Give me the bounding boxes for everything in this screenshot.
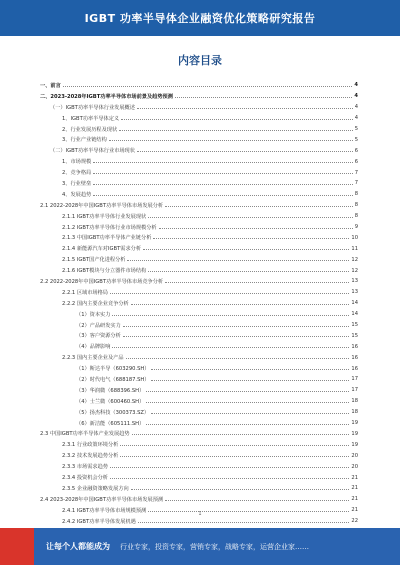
toc-leader-dots xyxy=(148,217,352,218)
toc-entry-label: 2.3 中国IGBT功率半导体产业发展趋势 xyxy=(40,431,130,438)
footer-motto: 让每个人都能成为 xyxy=(46,542,110,551)
toc-entry[interactable] xyxy=(40,178,358,189)
toc-entry-label: 2、竞争格局 xyxy=(62,170,92,177)
toc-entry-page: 20 xyxy=(351,452,358,459)
toc-entry-page: 21 xyxy=(351,496,358,503)
toc-leader-dots xyxy=(132,434,350,435)
toc-leader-dots xyxy=(146,402,349,403)
toc-leader-dots xyxy=(143,249,349,250)
toc-leader-dots xyxy=(110,293,349,294)
toc-entry-page: 7 xyxy=(354,180,358,187)
toc-leader-dots xyxy=(123,336,350,337)
toc-entry-page: 17 xyxy=(351,387,358,394)
toc-entry-label: 2.2 2022-2028年中国IGBT功率半导体市场竞争分析 xyxy=(40,278,164,285)
toc-entry-page: 16 xyxy=(351,365,358,372)
toc-entry-page: 9 xyxy=(354,224,358,231)
toc-entry-page: 18 xyxy=(351,398,358,405)
toc-entry-page: 21 xyxy=(351,507,358,514)
toc-entry-label: 2.3.2 技术发展趋势分析 xyxy=(62,453,119,460)
toc-entry-page: 8 xyxy=(354,202,358,209)
report-title: IGBT 功率半导体企业融资优化策略研究报告 xyxy=(84,12,316,25)
toc-entry[interactable] xyxy=(40,429,358,440)
toc-entry-label: （6）新洁能（605111.SH） xyxy=(76,420,145,427)
page-number: 1 xyxy=(198,511,202,517)
toc-entry[interactable] xyxy=(40,211,358,222)
toc-entry[interactable] xyxy=(40,167,358,178)
toc-entry[interactable] xyxy=(40,439,358,450)
toc-leader-dots xyxy=(131,489,350,490)
toc-entry-label: 2.3.5 企业融资策略发展方向 xyxy=(62,485,129,492)
toc-entry-label: （5）扬杰科技（300373.SZ） xyxy=(76,409,150,416)
toc-entry[interactable] xyxy=(40,287,358,298)
toc-leader-dots xyxy=(165,206,353,207)
toc-entry-page: 21 xyxy=(351,474,358,481)
toc-entry-label: （3）华润微（688396.SH） xyxy=(76,387,145,394)
toc-entry-label: 2、行业发展历程及现状 xyxy=(62,126,118,133)
toc-entry-page: 22 xyxy=(351,518,358,525)
toc-entry[interactable] xyxy=(40,80,358,91)
toc-leader-dots xyxy=(121,119,353,120)
toc-entry[interactable] xyxy=(40,385,358,396)
toc-entry-page: 19 xyxy=(351,420,358,427)
toc-entry-label: 2.3.1 行业政策环境分析 xyxy=(62,442,119,449)
toc-entry-page: 12 xyxy=(351,267,358,274)
toc-entry[interactable] xyxy=(40,341,358,352)
toc-entry-label: （2）时代电气（688187.SH） xyxy=(76,376,150,383)
toc-entry-page: 17 xyxy=(351,376,358,383)
toc-leader-dots xyxy=(110,467,349,468)
toc-leader-dots xyxy=(112,315,349,316)
toc-leader-dots xyxy=(119,130,353,131)
toc-entry-page: 4 xyxy=(354,104,358,111)
toc-heading: 内容目录 xyxy=(178,54,222,67)
report-header-bar xyxy=(0,0,400,36)
toc-entry[interactable] xyxy=(40,320,358,331)
toc-entry-page: 13 xyxy=(351,289,358,296)
toc-leader-dots xyxy=(126,358,350,359)
toc-entry-page: 21 xyxy=(351,485,358,492)
toc-entry-label: 2.3.3 市场需求趋势 xyxy=(62,464,108,471)
toc-entry-label: 2.2.3 国内主要企业及产品 xyxy=(62,355,124,362)
toc-leader-dots xyxy=(153,238,349,239)
toc-entry[interactable] xyxy=(40,461,358,472)
toc-entry-page: 15 xyxy=(351,332,358,339)
toc-leader-dots xyxy=(109,140,353,141)
toc-entry-page: 5 xyxy=(354,136,358,143)
footer-bar xyxy=(0,528,400,565)
toc-entry-label: （4）品牌影响 xyxy=(76,344,111,351)
toc-entry[interactable] xyxy=(40,189,358,200)
toc-entry-label: 1、市场规模 xyxy=(62,159,92,166)
toc-entry[interactable] xyxy=(40,352,358,363)
toc-leader-dots xyxy=(93,162,352,163)
toc-entry-page: 8 xyxy=(354,213,358,220)
toc-entry-label: 2.1.3 中国IGBT功率半导体产业链分析 xyxy=(62,235,152,242)
toc-entry[interactable] xyxy=(40,330,358,341)
toc-leader-dots xyxy=(159,228,353,229)
toc-entry-label: 2.2.2 国内主要企业竞争分析 xyxy=(62,300,129,307)
toc-entry-page: 15 xyxy=(351,322,358,329)
toc-entry-page: 6 xyxy=(354,147,358,154)
toc-entry[interactable] xyxy=(40,396,358,407)
toc-entry[interactable] xyxy=(40,472,358,483)
toc-leader-dots xyxy=(137,151,353,152)
toc-entry-page: 19 xyxy=(351,441,358,448)
toc-leader-dots xyxy=(151,380,349,381)
toc-entry[interactable] xyxy=(40,363,358,374)
toc-entry[interactable] xyxy=(40,222,358,233)
toc-entry-page: 13 xyxy=(351,278,358,285)
toc-entry[interactable] xyxy=(40,232,358,243)
toc-leader-dots xyxy=(151,413,349,414)
toc-leader-dots xyxy=(165,282,349,283)
toc-leader-dots xyxy=(112,347,349,348)
toc-entry[interactable] xyxy=(40,374,358,385)
toc-entry-label: 4、发展趋势 xyxy=(62,191,92,198)
toc-entry-page: 7 xyxy=(354,169,358,176)
toc-entry-label: （3）客户资源分析 xyxy=(76,333,121,340)
toc-entry-page: 14 xyxy=(351,300,358,307)
toc-entry-page: 4 xyxy=(354,115,358,122)
toc-leader-dots xyxy=(165,500,349,501)
toc-entry-page: 6 xyxy=(354,158,358,165)
toc-leader-dots xyxy=(123,326,350,327)
toc-entry-label: （二）IGBT功率半导体行业市场现状 xyxy=(50,148,135,155)
toc-leader-dots xyxy=(131,304,350,305)
toc-leader-dots xyxy=(93,184,352,185)
toc-leader-dots xyxy=(137,108,353,109)
toc-entry[interactable] xyxy=(40,134,358,145)
toc-leader-dots xyxy=(175,97,352,98)
table-of-contents xyxy=(40,80,358,527)
toc-leader-dots xyxy=(146,424,349,425)
toc-entry-label: 2.1.1 IGBT功率半导体行业发展现状 xyxy=(62,213,147,220)
toc-entry-label: 2.1.2 IGBT功率半导体行业市场规模分析 xyxy=(62,224,157,231)
toc-entry[interactable] xyxy=(40,124,358,135)
toc-entry[interactable] xyxy=(40,309,358,320)
toc-entry-label: 1、IGBT功率半导体定义 xyxy=(62,115,120,122)
toc-entry-page: 16 xyxy=(351,343,358,350)
toc-entry-page: 5 xyxy=(354,126,358,132)
toc-entry-label: 2.4 2023-2028年中国IGBT功率半导体市场发展预测 xyxy=(40,496,164,503)
toc-entry-page: 19 xyxy=(351,430,358,437)
toc-entry-label: 二、2023-2028年IGBT功率半导体市场前景及趋势预测 xyxy=(40,93,173,100)
toc-entry-label: （一）IGBT功率半导体行业发展概述 xyxy=(50,104,135,111)
toc-entry-label: 2.4.1 IGBT功率半导体市场规模预测 xyxy=(62,507,147,514)
toc-entry-label: （1）斯达半导（603290.SH） xyxy=(76,366,150,373)
toc-entry[interactable] xyxy=(40,298,358,309)
toc-entry-page: 18 xyxy=(351,409,358,416)
toc-entry-page: 4 xyxy=(354,93,358,100)
toc-entry-page: 20 xyxy=(351,463,358,470)
toc-entry-label: 2.4.2 IGBT功率半导体发展机遇 xyxy=(62,518,136,525)
toc-leader-dots xyxy=(120,456,349,457)
toc-entry-page: 4 xyxy=(354,82,358,89)
toc-entry[interactable] xyxy=(40,265,358,276)
toc-leader-dots xyxy=(138,522,350,523)
toc-entry-label: 一、前言 xyxy=(40,82,61,89)
toc-entry[interactable] xyxy=(40,407,358,418)
toc-entry-label: （1）资本实力 xyxy=(76,311,111,318)
toc-entry[interactable] xyxy=(40,254,358,265)
toc-entry-page: 16 xyxy=(351,354,358,361)
toc-entry[interactable] xyxy=(40,516,358,527)
toc-entry-label: 3、行业壁垒 xyxy=(62,180,92,187)
toc-entry[interactable] xyxy=(40,145,358,156)
toc-leader-dots xyxy=(63,86,353,87)
toc-entry[interactable] xyxy=(40,200,358,211)
toc-leader-dots xyxy=(110,478,349,479)
toc-leader-dots xyxy=(146,391,349,392)
toc-entry-label: 2.3.4 投资机会分析 xyxy=(62,475,108,481)
toc-entry[interactable] xyxy=(40,243,358,254)
toc-entry-label: （2）产品研发实力 xyxy=(76,322,121,329)
toc-entry[interactable] xyxy=(40,450,358,461)
toc-entry[interactable] xyxy=(40,113,358,124)
toc-entry-label: 2.1.5 IGBT国产化进程分析 xyxy=(62,257,126,264)
toc-entry[interactable] xyxy=(40,276,358,287)
toc-entry-page: 8 xyxy=(354,191,358,198)
toc-leader-dots xyxy=(127,260,349,261)
toc-entry[interactable] xyxy=(40,483,358,494)
toc-entry[interactable] xyxy=(40,494,358,505)
toc-entry-page: 12 xyxy=(351,256,358,263)
toc-leader-dots xyxy=(151,369,349,370)
toc-entry-label: 2.1 2022-2028年中国IGBT功率半导体市场发展分析 xyxy=(40,202,164,209)
toc-entry-page: 10 xyxy=(351,234,358,241)
toc-entry-label: 3、行业产业链结构 xyxy=(62,137,107,144)
toc-leader-dots xyxy=(120,445,349,446)
toc-entry-label: 2.1.6 IGBT模块与分立器件市场结构 xyxy=(62,268,147,275)
toc-entry[interactable] xyxy=(40,91,358,102)
toc-entry-label: 2.1.4 新能源汽车对IGBT需求分析 xyxy=(62,246,142,253)
toc-entry-page: 14 xyxy=(351,311,358,318)
toc-entry-label: （4）士兰微（600460.SH） xyxy=(76,398,145,405)
toc-entry[interactable] xyxy=(40,102,358,113)
toc-leader-dots xyxy=(148,271,349,272)
toc-entry-page: 11 xyxy=(351,245,358,252)
footer-roles: 行业专家，投资专家，营销专家，战略专家，运营企业家…… xyxy=(120,542,309,551)
toc-entry-label: 2.2.1 区域市场格局 xyxy=(62,289,108,296)
toc-leader-dots xyxy=(93,195,352,196)
toc-entry[interactable] xyxy=(40,418,358,429)
footer-accent-stripe xyxy=(0,528,34,565)
toc-entry[interactable] xyxy=(40,156,358,167)
toc-leader-dots xyxy=(93,173,352,174)
